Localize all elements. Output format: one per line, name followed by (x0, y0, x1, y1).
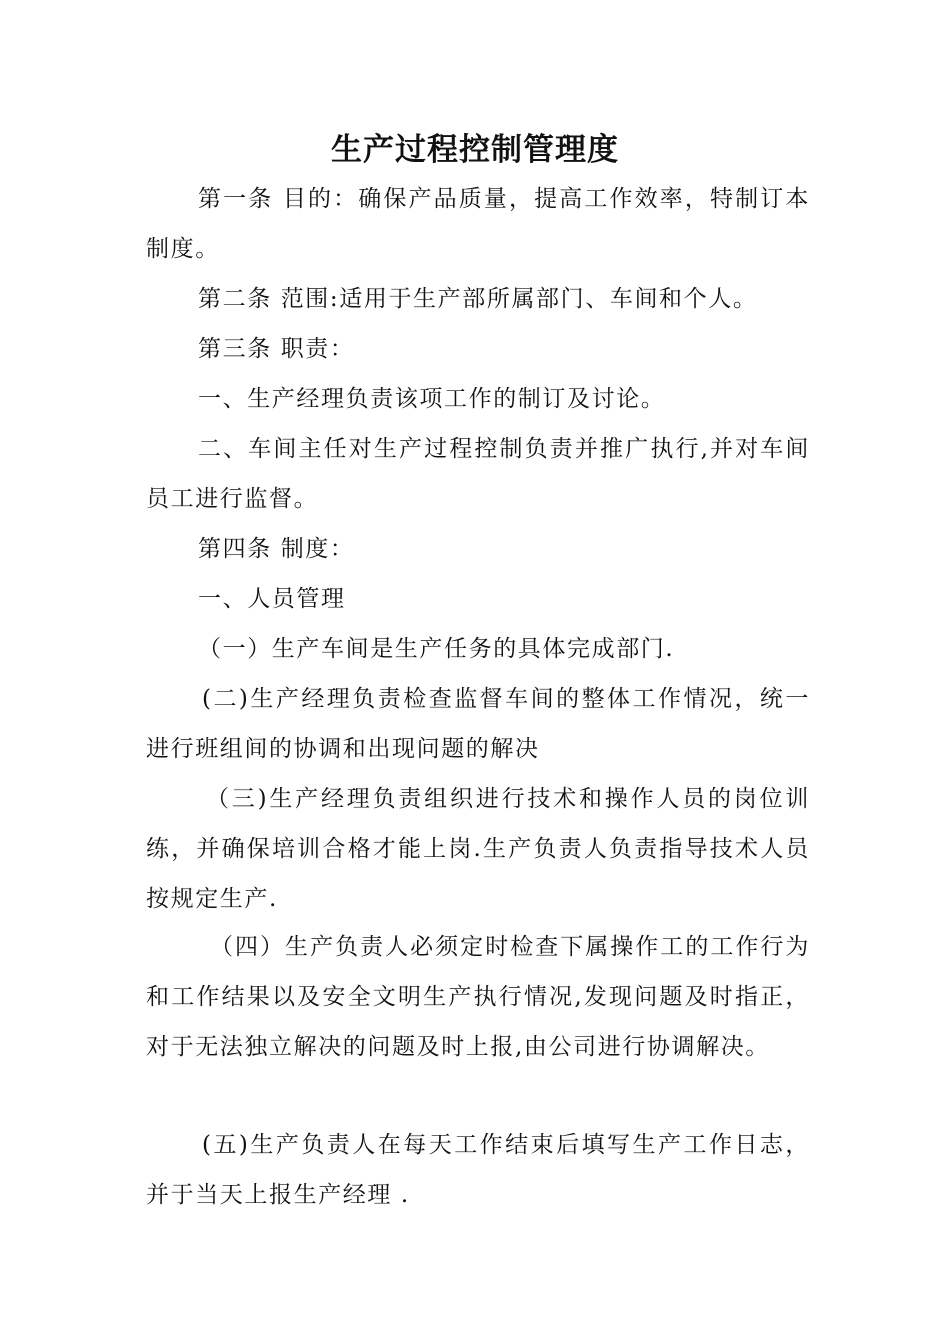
personnel-clause-3: （三)生产经理负责组织进行技术和操作人员的岗位训练，并确保培训合格才能上岗.生产负责人负责指导技术人员按规定生产. (146, 786, 810, 912)
personnel-clause-4: （四）生产负责人必须定时检查下属操作工的工作行为和工作结果以及安全文明生产执行情况,发现问题及时指正，对于无法独立解决的问题及时上报,由公司进行协调解决。 (146, 934, 810, 1060)
article-3-heading: 第三条 职责： (198, 336, 355, 362)
personnel-clause-2: (二)生产经理负责检查监督车间的整体工作情况，统一进行班组间的协调和出现问题的解决 (146, 686, 810, 762)
article-2-scope: 第二条 范围:适用于生产部所属部门、车间和个人。 (198, 286, 758, 312)
section-personnel-management: 一、人员管理 (198, 586, 346, 612)
personnel-clause-5: (五)生产负责人在每天工作结束后填写生产工作日志，并于当天上报生产经理 . (146, 1132, 810, 1208)
article-4-heading: 第四条 制度： (198, 536, 355, 562)
duty-item-2: 二、车间主任对生产过程控制负责并推广执行,并对车间员工进行监督。 (146, 436, 810, 512)
personnel-clause-1: （一）生产车间是生产任务的具体完成部门. (198, 636, 675, 662)
document-title: 生产过程控制管理度 (331, 132, 619, 168)
duty-item-1: 一、生产经理负责该项工作的制订及讨论。 (198, 386, 666, 412)
article-1-purpose: 第一条 目的：确保产品质量，提高工作效率，特制订本制度。 (146, 186, 810, 262)
